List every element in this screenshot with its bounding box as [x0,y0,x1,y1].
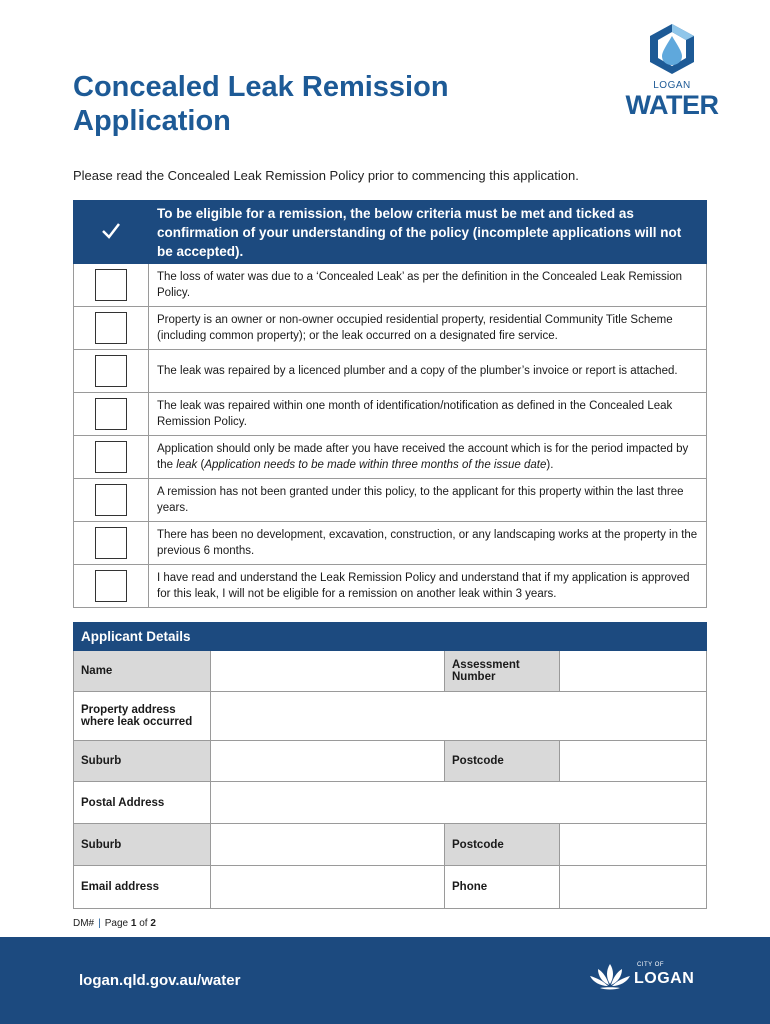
applicant-row [74,692,707,741]
suburb-label: Suburb [74,741,211,782]
logan-water-logo [616,22,728,132]
applicant-details-title: Applicant Details [74,623,707,651]
checkmark-icon [100,219,122,241]
email-label: Email address [74,866,211,909]
phone-field[interactable] [560,866,707,909]
criteria-text: The leak was repaired within one month of identification/notification as defined in the Concealed Leak Remission Policy. [149,393,707,436]
postal-postcode-field[interactable] [560,824,707,866]
criteria-row [74,436,707,479]
assessment-number-label: Assessment Number [445,651,560,692]
property-address-field[interactable] [211,692,707,741]
criteria-text-emphasis: leak [176,459,198,471]
criteria-header-row [74,201,707,264]
criteria-checkbox-1[interactable] [95,269,127,301]
page-label: Page [104,918,129,929]
phone-label: Phone [445,866,560,909]
city-logan-text: LOGAN [634,970,695,987]
criteria-checkbox-6[interactable] [95,484,127,516]
criteria-row [74,393,707,436]
criteria-checkbox-7[interactable] [95,527,127,559]
name-label: Name [74,651,211,692]
suburb-field[interactable] [211,741,445,782]
criteria-checkbox-3[interactable] [95,355,127,387]
footer-separator: | [98,918,101,929]
postal-suburb-label: Suburb [74,824,211,866]
criteria-checkbox-4[interactable] [95,398,127,430]
criteria-header-icon-cell [74,201,149,264]
city-of-text: CITY OF [637,962,665,968]
applicant-details-table [73,622,707,909]
name-field[interactable] [211,651,445,692]
property-address-label: Property address where leak occurred [74,692,211,741]
page-of: of [139,918,148,929]
page-title: Concealed Leak Remission Application [73,71,449,137]
criteria-text [149,436,707,479]
criteria-checkbox-2[interactable] [95,312,127,344]
email-field[interactable] [211,866,445,909]
postal-address-label: Postal Address [74,782,211,824]
criteria-text: Property is an owner or non-owner occupied residential property, residential Community Title Scheme (including common property); or the leak occurred on a designated fire service. [149,307,707,350]
page-total: 2 [150,918,156,929]
applicant-row [74,651,707,692]
intro-text: Please read the Concealed Leak Remission Policy prior to commencing this application. [73,168,579,183]
criteria-text: The loss of water was due to a ‘Concealed Leak’ as per the definition in the Concealed Leak Remission Policy. [149,264,707,307]
criteria-checkbox-8[interactable] [95,570,127,602]
page-footer-info [73,918,156,929]
criteria-row [74,522,707,565]
assessment-number-field[interactable] [560,651,707,692]
criteria-text: I have read and understand the Leak Remission Policy and understand that if my application is approved for this leak, I will not be eligible for a remission on another leak within 3 years. [149,565,707,608]
criteria-header-text: To be eligible for a remission, the below criteria must be met and ticked as confirmation of your understanding of the policy (incomplete applications will not be accepted). [149,201,707,264]
criteria-table [73,200,707,608]
logo-logan-text: LOGAN [653,80,691,91]
postcode-label: Postcode [445,741,560,782]
criteria-text-part: Application should only be made after you have received the account which is for the period impacted by the [157,443,689,471]
criteria-row [74,264,707,307]
postal-suburb-field[interactable] [211,824,445,866]
applicant-row [74,824,707,866]
city-of-logan-logo [588,960,708,996]
page-current: 1 [130,918,137,929]
criteria-text: A remission has not been granted under this policy, to the applicant for this property within the last three years. [149,479,707,522]
postal-postcode-label: Postcode [445,824,560,866]
criteria-row [74,565,707,608]
criteria-row [74,350,707,393]
logo-water-text: WATER [625,90,719,120]
criteria-text: There has been no development, excavation, construction, or any landscaping works at the property in the previous 6 months. [149,522,707,565]
criteria-text-emphasis: Application needs to be made within three months of the issue date [204,459,547,471]
postal-address-field[interactable] [211,782,707,824]
criteria-row [74,479,707,522]
postcode-field[interactable] [560,741,707,782]
applicant-header-row [74,623,707,651]
criteria-text-part: ). [546,459,554,471]
criteria-checkbox-5[interactable] [95,441,127,473]
applicant-row [74,782,707,824]
criteria-text-part: ( [197,459,205,471]
lotus-flower-icon [588,960,632,992]
website-link[interactable]: logan.qld.gov.au/water [79,972,241,989]
applicant-row [74,866,707,909]
dm-number-label: DM# [73,918,95,929]
applicant-row [74,741,707,782]
criteria-text: The leak was repaired by a licenced plumber and a copy of the plumber’s invoice or report is attached. [149,350,707,393]
criteria-row [74,307,707,350]
